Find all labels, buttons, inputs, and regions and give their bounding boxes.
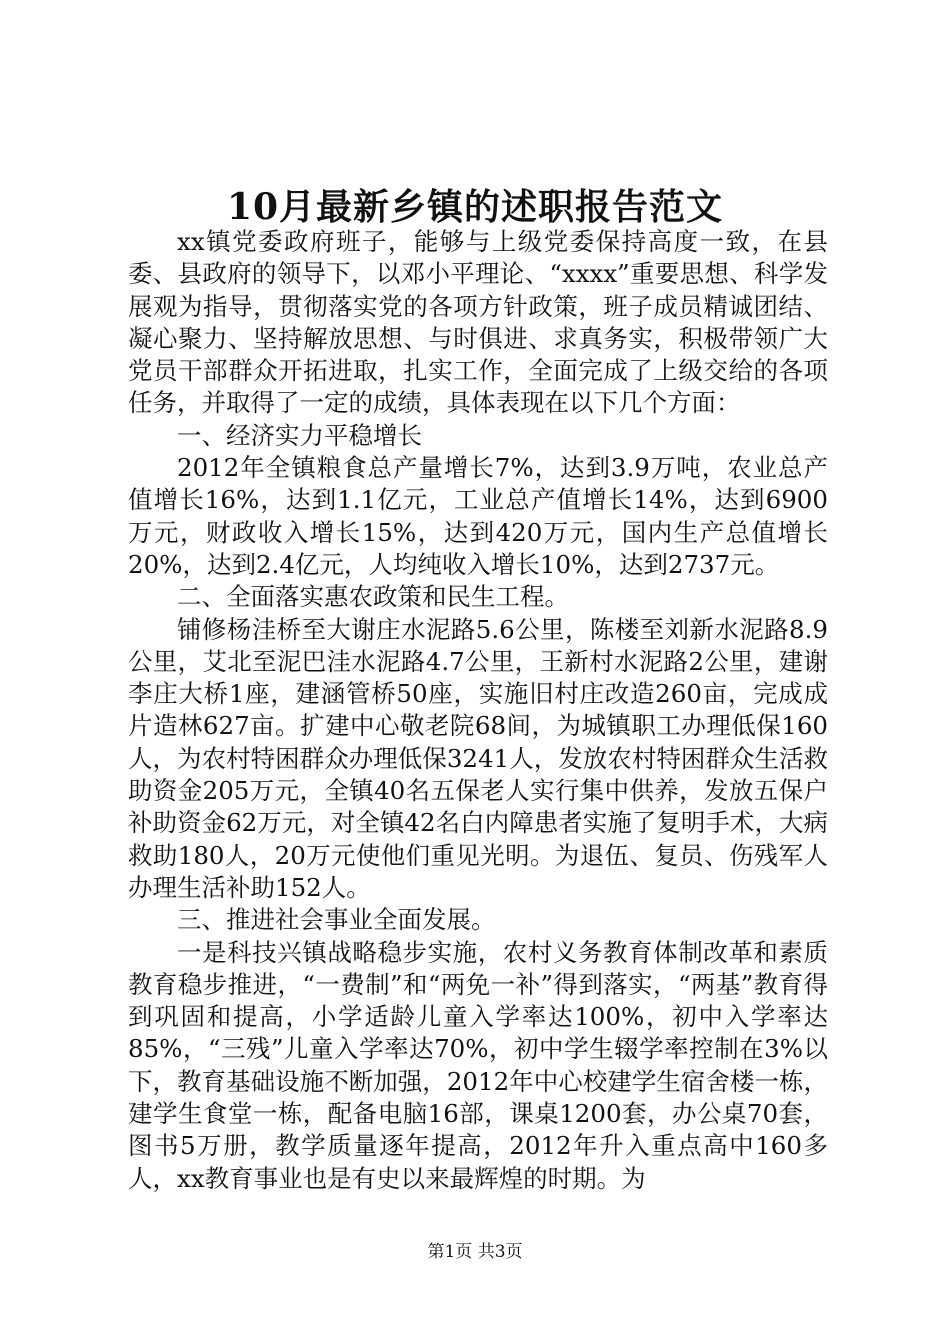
economy-paragraph: 2012年全镇粮食总产量增长7%，达到3.9万吨，农业总产值增长16%，达到1.1亿元，工业总产值增长14%，达到6900万元，财政收入增长15%，达到420万元，国内生产总值增长20%，达到2.4亿元，人均纯收入增长10%，达到2737元。 (128, 453, 828, 579)
document-body (128, 226, 828, 1195)
section-heading-livelihood: 二、全面落实惠农政策和民生工程。 (177, 582, 569, 612)
document-title: 10月最新乡镇的述职报告范文 (226, 186, 724, 228)
section-heading-social: 三、推进社会事业全面发展。 (177, 905, 496, 935)
livelihood-paragraph: 铺修杨洼桥至大谢庄水泥路5.6公里，陈楼至刘新水泥路8.9公里，艾北至泥巴洼水泥路4.7公里，王新村水泥路2公里，建谢李庄大桥1座，建涵管桥50座，实施旧村庄改造260亩，完成成片造林627亩。扩建中心敬老院68间，为城镇职工办理低保160人，为农村特困群众办理低保3241人，发放农村特困群众生活救助资金205万元，全镇40名五保老人实行集中供养，发放五保户补助资金62万元，对全镇42名白内障患者实施了复明手术，大病救助180人，20万元使他们重见光明。为退伍、复员、伤残军人办理生活补助152人。 (128, 614, 828, 902)
social-paragraph: 一是科技兴镇战略稳步实施，农村义务教育体制改革和素质教育稳步推进，“一费制”和“两免一补”得到落实，“两基”教育得到巩固和提高，小学适龄儿童入学率达100%，初中入学率达85%，“三残”儿童入学率达70%，初中学生辍学率控制在3%以下，教育基础设施不断加强，2012年中心校建学生宿舍楼一栋，建学生食堂一栋，配备电脑16部，课桌1200套，办公桌70套，图书5万册，教学质量逐年提高，2012年升入重点高中160多人，xx教育事业也是有史以来最辉煌的时期。为 (128, 937, 828, 1193)
page-footer: 第1页 共3页 (427, 1242, 523, 1262)
intro-paragraph: xx镇党委政府班子，能够与上级党委保持高度一致，在县委、县政府的领导下，以邓小平理论、“xxxx”重要思想、科学发展观为指导，贯彻落实党的各项方针政策，班子成员精诚团结、凝心聚力、坚持解放思想、与时俱进、求真务实，积极带领广大党员干部群众开拓进取，扎实工作，全面完成了上级交给的各项任务，并取得了一定的成绩，具体表现在以下几个方面： (128, 227, 828, 418)
section-heading-economy: 一、经济实力平稳增长 (177, 420, 422, 450)
